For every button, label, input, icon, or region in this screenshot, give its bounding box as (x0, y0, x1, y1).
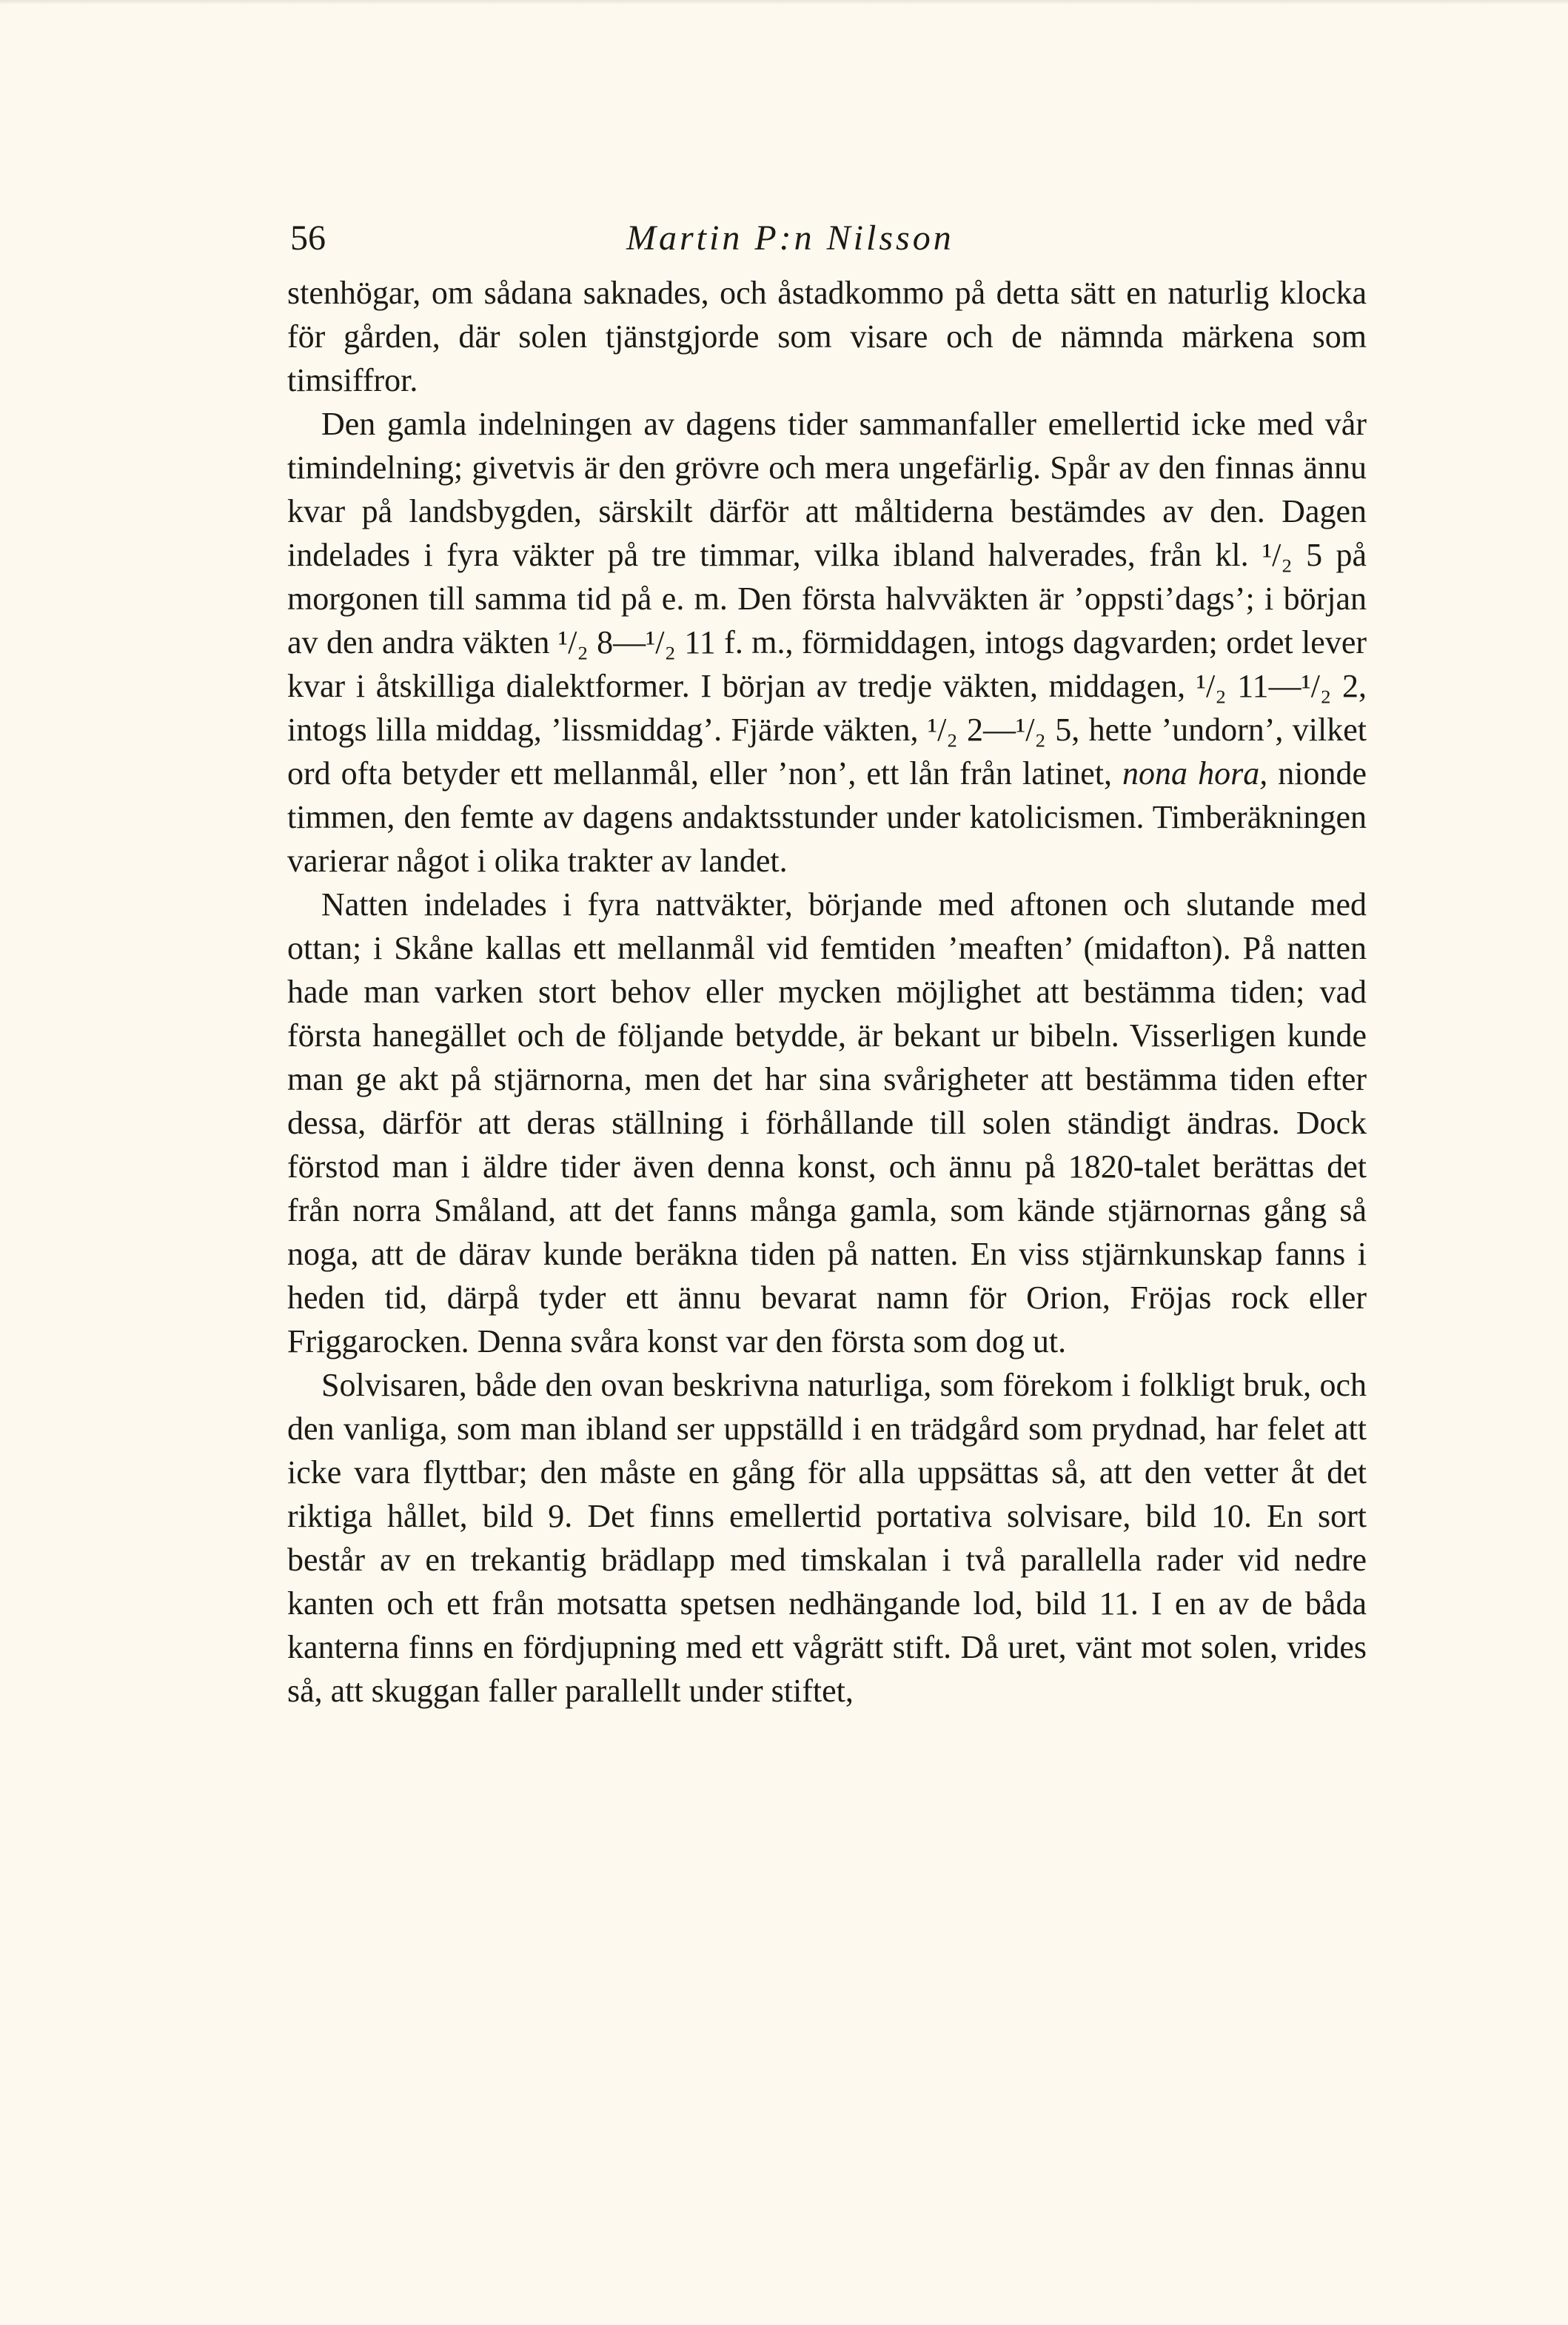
paragraph-text: nionde timmen, den femte av dagens andaktsstunder under katolicismen. Timberäkningen varierar något i olika trakter av landet. (287, 755, 1367, 879)
paragraph-text: Natten indelades i fyra nattväkter, börjande med aftonen och slutande med ottan; i Skåne kallas ett mellanmål vid femtiden ’meaften’ (midafton). På natten hade man varken stort behov eller mycken möjlighet att bestämma tiden; vad första hanegället och de följande betydde, är bekant ur bibeln. Visserligen kunde man ge akt på stjärnorna, men det har sina svårigheter att bestämma tiden efter dessa, därför att deras ställning i förhållande till solen ständigt ändras. Dock förstod man i äldre tider även denna konst, och ännu på 1820-talet berättas det från norra Småland, att det fanns många gamla, som kände stjärnornas gång så noga, att de därav kunde beräkna tiden på natten. En viss stjärnkunskap fanns i heden tid, därpå tyder ett ännu bevarat namn för Orion, Fröjas rock eller Friggarocken. Denna svåra konst var den första som dog ut. (287, 886, 1367, 1359)
paragraph (287, 402, 1367, 883)
body-text (287, 271, 1367, 1713)
running-head (287, 215, 1367, 262)
page-number: 56 (290, 218, 326, 258)
paragraph (287, 271, 1367, 402)
paragraph (287, 1363, 1367, 1713)
book-page (287, 215, 1367, 1713)
paragraph-text: Solvisaren, både den ovan beskrivna naturliga, som förekom i folkligt bruk, och den vanliga, som man ibland ser uppställd i en trädgård som prydnad, har felet att icke vara flyttbar; den måste en gång för alla uppsättas så, att den vetter åt det riktiga hållet, bild 9. Det finns emellertid portativa solvisare, bild 10. En sort består av en trekantig brädlapp med timskalan i två parallella rader vid nedre kanten och ett från motsatta spetsen nedhängande lod, bild 11. I en av de båda kanterna finns en fördjupning med ett vågrätt stift. Då uret, vänt mot solen, vrides så, att skuggan faller parallellt under stiftet, (287, 1367, 1367, 1709)
running-head-title: Martin P:n Nilsson (626, 218, 954, 258)
paragraph (287, 883, 1367, 1363)
paragraph-text: Den gamla indelningen av dagens tider sammanfaller emellertid icke med vår timindelning; givetvis är den grövre och mera ungefärlig. Spår av den finnas ännu kvar på landsbygden, särskilt därför att måltiderna bestämdes av den. Dagen indelades i fyra väkter på tre timmar, vilka ibland halverades, från kl. ¹/₂ 5 på morgonen till samma tid på e. m. Den första halvväkten är ’oppsti’dags’; i början av den andra väkten ¹/₂ 8—¹/₂ 11 f. m., förmiddagen, intogs dagvarden; ordet lever kvar i åtskilliga dialektformer. I början av tredje väkten, middagen, ¹/₂ 11—¹/₂ 2, intogs lilla middag, ’lissmiddag’. Fjärde väkten, ¹/₂ 2—¹/₂ 5, hette ’undorn’, vilket ord ofta betyder ett mellanmål, eller ’non’, ett lån från latinet, (287, 406, 1367, 792)
latin-phrase: nona hora, (1122, 755, 1268, 792)
paragraph-text: stenhögar, om sådana saknades, och åstadkommo på detta sätt en naturlig klocka för gården, där solen tjänstgjorde som visare och de nämnda märkena som timsiffror. (287, 275, 1367, 398)
page-top-edge (0, 0, 1568, 4)
